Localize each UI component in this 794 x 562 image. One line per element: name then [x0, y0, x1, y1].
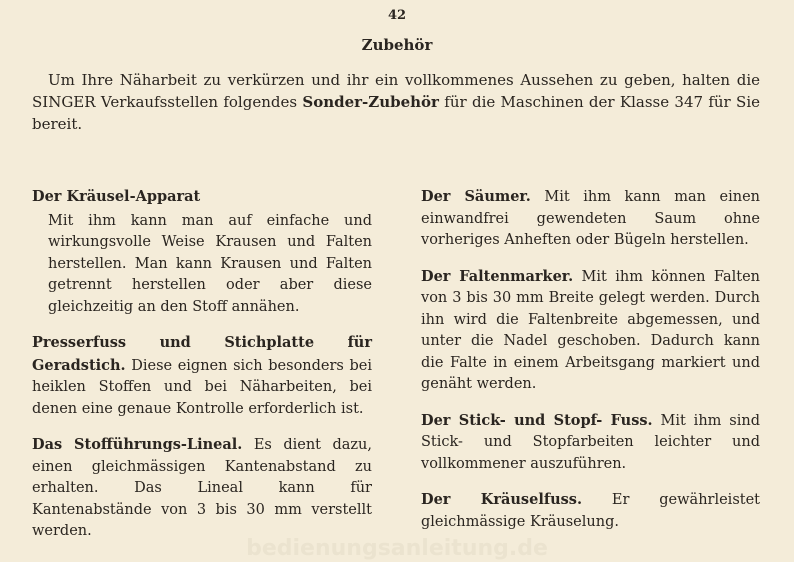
intro-paragraph	[32, 69, 760, 135]
page-number: 42	[387, 8, 407, 23]
accessory-text: Mit ihm können Falten von 3 bis 30 mm Breite gelegt werden. Durch ihn wird die Faltenbreite abgemessen, und unter die Nadel geschoben. Dadurch kann die Falte in einem Arbeitsgang markiert und genäht werden.	[421, 268, 760, 392]
accessory-heading: Der Kräusel-Apparat	[32, 188, 201, 205]
accessory-text: Diese eignen sich besonders bei heiklen Stoffen und bei Näharbeiten, bei denen eine genaue Kontrolle erforderlich ist.	[32, 357, 373, 417]
accessory-item	[32, 332, 372, 420]
accessory-heading: Presserfuss und Stichplatte für Geradstich.	[32, 334, 372, 374]
accessory-item	[405, 186, 760, 252]
accessory-heading: Der Kräuselfuss.	[421, 491, 582, 508]
accessory-heading: Der Faltenmarker.	[421, 267, 574, 285]
left-column	[32, 186, 372, 557]
accessory-item	[405, 489, 760, 533]
intro-bold: Sonder-Zubehör	[302, 93, 439, 111]
intro-before: Um Ihre Näharbeit zu verkürzen und ihr ein vollkommenes Aussehen zu geben, halten die SINGER Verkaufsstellen folgendes	[32, 71, 760, 111]
accessory-text: Er gewährleistet gleichmässige Kräuselung.	[421, 492, 760, 530]
accessory-item	[405, 266, 760, 396]
accessory-heading: Der Säumer.	[421, 188, 531, 205]
right-column	[405, 186, 760, 547]
accessory-text: Mit ihm kann man einen einwandfrei gewendeten Saum ohne vorheriges Anheften oder Bügeln herstellen.	[421, 189, 760, 248]
accessory-text: Mit ihm kann man auf einfache und wirkungsvolle Weise Krausen und Falten herstellen. Man kann Krausen und Falten getrennt herstellen oder aber diese gleichzeitig an den Stoff annähen.	[48, 212, 372, 315]
intro-after: für die Maschinen der Klasse 347 für Sie bereit.	[32, 93, 760, 133]
watermark: bedienungsanleitung.de	[246, 536, 548, 561]
accessory-item	[32, 434, 372, 543]
accessory-item	[32, 186, 372, 318]
accessory-heading: Das Stofführungs-Lineal.	[32, 436, 243, 453]
page-title: Zubehör	[361, 36, 433, 54]
intro-text	[32, 69, 760, 135]
accessory-item	[405, 410, 760, 476]
accessory-text: Es dient dazu, einen gleichmässigen Kantenabstand zu erhalten. Das Lineal kann für Kantenabstände von 3 bis 30 mm verstellt werden.	[32, 437, 372, 539]
accessory-heading: Der Stick- und Stopf- Fuss.	[421, 411, 653, 429]
accessory-text: Mit ihm sind Stick- und Stopfarbeiten leichter und vollkommener auszuführen.	[421, 412, 760, 472]
